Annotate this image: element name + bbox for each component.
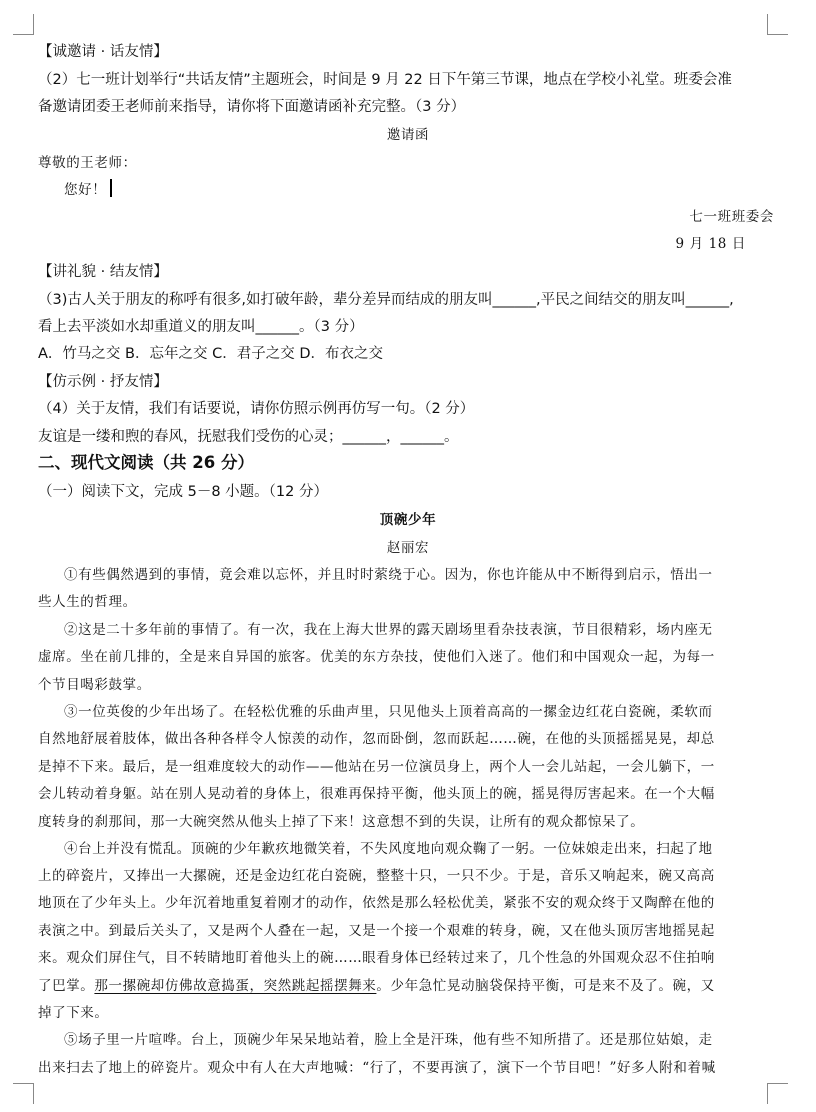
reading-instruction: （一）阅读下文，完成 5－8 小题。（12 分）: [38, 484, 328, 500]
paragraph-1-line-2: 些人生的哲理。: [38, 594, 137, 610]
paragraph-3-line-4: 会儿转动着身躯。站在别人晃动着的身体上，很难再保持平衡，他头顶上的碗，摇晃得厉害起来。在一个大幅: [38, 786, 715, 802]
crop-mark-top-left: [13, 14, 34, 35]
paragraph-4-line-7: 掉了下来。: [38, 1005, 109, 1021]
paragraph-1-line-1: ①有些偶然遇到的事情，竟会难以忘怀，并且时时萦绕于心。因为，你也许能从中不断得到启示，悟出一: [64, 567, 713, 583]
article-title: 顶碗少年: [379, 512, 437, 528]
question-2-line-2: 备邀请团委王老师前来指导，请你将下面邀请函补充完整。（3 分）: [38, 99, 466, 115]
underlined-sentence: 那一摞碗却仿佛故意捣蛋，突然跳起摇摆舞来: [94, 978, 377, 994]
invite-section-header: 【诚邀请 · 话友情】: [38, 44, 168, 60]
question-3-line-1: （3)古人关于朋友的称呼有很多,如打破年龄，辈分差异而结成的朋友叫______,平民之间结交的朋友叫______,: [38, 292, 734, 308]
paragraph-4-line-5: 来。观众们屏住气，目不转睛地盯着他头上的碗……眼看身体已经转过来了，几个性急的外国观众忍不住拍响: [38, 950, 715, 966]
letter-salutation: 尊敬的王老师：: [38, 155, 137, 171]
paragraph-2-line-2: 虚席。坐在前几排的，全是来自异国的旅客。优美的东方杂技，使他们入迷了。他们和中国观众一起，为每一: [38, 649, 715, 665]
paragraph-2-line-3: 个节目喝彩鼓掌。: [38, 677, 151, 693]
question-3-options: A．竹马之交 B．忘年之交 C．君子之交 D．布衣之交: [38, 346, 383, 362]
letter-greeting-line[interactable]: [64, 179, 800, 200]
text-cursor: [110, 179, 112, 197]
letter-title: 邀请函: [386, 127, 430, 143]
etiquette-section-header: 【讲礼貌 · 结友情】: [38, 264, 168, 280]
letter-date: 9 月 18 日: [675, 236, 746, 252]
paragraph-2-line-1: ②这是二十多年前的事情了。有一次，我在上海大世界的露天剧场里看杂技表演，节目很精彩，场内座无: [64, 622, 713, 638]
section-2-heading: 二、现代文阅读（共 26 分）: [38, 453, 254, 472]
paragraph-5-line-1: ⑤场子里一片喧哗。台上，顶碗少年呆呆地站着，脸上全是汗珠，他有些不知所措了。还是那位姑娘，走: [64, 1032, 713, 1048]
crop-mark-bottom-left: [13, 1083, 34, 1104]
paragraph-3-line-1: ③一位英俊的少年出场了。在轻松优雅的乐曲声里，只见他头上顶着高高的一摞金边红花白瓷碗，柔软而: [64, 704, 713, 720]
crop-mark-top-right: [767, 14, 788, 35]
question-3-line-2: 看上去平淡如水却重道义的朋友叫______。（3 分）: [38, 319, 364, 335]
paragraph-4-line-1: ④台上并没有慌乱。顶碗的少年歉疚地微笑着，不失风度地向观众鞠了一躬。一位妹娘走出来，扫起了地: [64, 841, 713, 857]
question-2-line-1: （2）七一班计划举行“共话友情”主题班会，时间是 9 月 22 日下午第三节课，地点在学校小礼堂。班委会准: [38, 72, 732, 88]
imitate-section-header: 【仿示例 · 抒友情】: [38, 374, 168, 390]
paragraph-4-line-6-end: 。少年急忙晃动脑袋保持平衡，可是来不及了。碗，又: [376, 978, 715, 994]
paragraph-3-line-2: 自然地舒展着肢体，做出各种各样令人惊羡的动作，忽而卧倒，忽而跃起……碗，在他的头顶摇摇晃晃，却总: [38, 731, 715, 747]
paragraph-4-line-6-start: 了巴掌。: [38, 978, 95, 994]
paragraph-5-line-2: 出来扫去了地上的碎瓷片。观众中有人在大声地喊：“行了，不要再演了，演下一个节目吧！”好多人附和着喊: [38, 1060, 716, 1076]
paragraph-4-line-4: 表演之中。到最后关头了，又是两个人叠在一起，又是一个接一个艰难的转身，碗，又在他头顶厉害地摇晃起: [38, 923, 715, 939]
paragraph-4-line-3: 地顶在了少年头上。少年沉着地重复着刚才的动作，依然是那么轻松优美，紧张不安的观众终于又陶醉在他的: [38, 895, 715, 911]
question-4-line-1: （4）关于友情，我们有话要说，请你仿照示例再仿写一句。（2 分）: [38, 401, 475, 417]
letter-signature: 七一班班委会: [689, 209, 774, 225]
article-author: 赵丽宏: [386, 540, 430, 556]
paragraph-3-line-5: 度转身的刹那间，那一大碗突然从他头上掉了下来！这意想不到的失误，让所有的观众都惊呆了。: [38, 814, 645, 830]
crop-mark-bottom-right: [767, 1083, 788, 1104]
paragraph-4-line-6: [38, 976, 774, 996]
paragraph-3-line-3: 是掉不下来。最后，是一组难度较大的动作——他站在另一位演员身上，两个人一会儿站起，一会儿躺下，一: [38, 759, 715, 775]
paragraph-4-line-2: 上的碎瓷片，又捧出一大摞碗，还是金边红花白瓷碗，整整十只，一只不少。于是，音乐又响起来，碗又高高: [38, 868, 715, 884]
letter-greeting: 您好！: [64, 182, 107, 198]
question-4-line-2: 友谊是一缕和煦的春风，抚慰我们受伤的心灵；______，______。: [38, 429, 459, 445]
